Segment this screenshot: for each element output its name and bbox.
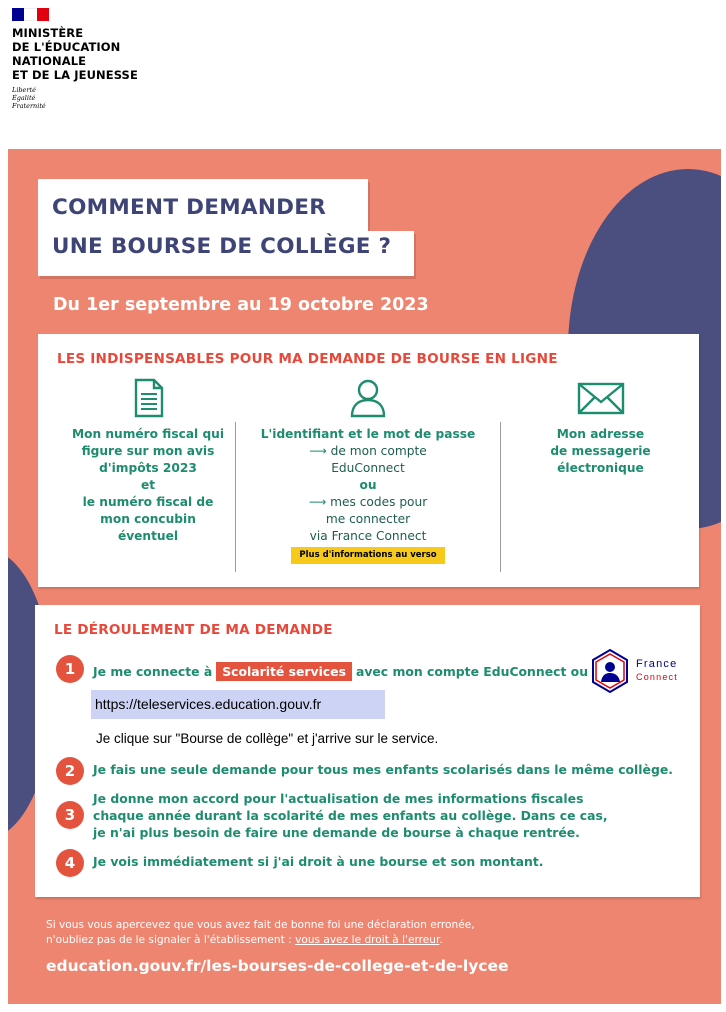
- credentials-column: [253, 378, 483, 564]
- scolarite-services-tag: Scolarité services: [216, 662, 352, 681]
- france-connect-word1: France: [636, 658, 678, 670]
- col1-line: d'impôts 2023: [99, 461, 197, 475]
- credentials-line: EduConnect: [331, 461, 405, 475]
- col1-line: éventuel: [117, 529, 179, 543]
- step-1-text: Je me connecte à Scolarité services avec mon compte EduConnect ou: [93, 664, 589, 679]
- email-column: [518, 378, 683, 477]
- envelope-icon: [576, 378, 626, 418]
- col1-line: mon concubin: [100, 512, 196, 526]
- title-line-2: UNE BOURSE DE COLLÈGE ?: [52, 234, 392, 259]
- republic-motto: Liberté Égalité Fraternité: [12, 86, 46, 110]
- col1-line: et: [140, 478, 156, 492]
- process-card: [35, 605, 700, 897]
- column-divider: [500, 422, 501, 572]
- arrow-right-icon: ⟶: [309, 444, 331, 458]
- arrow-item: ⟶ de mon compte: [309, 444, 427, 458]
- campaign-dates: Du 1er septembre au 19 octobre 2023: [53, 295, 429, 315]
- step-4-text: Je vois immédiatement si j'ai droit à une bourse et son montant.: [93, 854, 544, 869]
- footnote-line: Si vous vous apercevez que vous avez fait de bonne foi une déclaration erronée,: [46, 919, 475, 931]
- step-1-instruction: Je clique sur "Bourse de collège" et j'arrive sur le service.: [96, 731, 439, 746]
- essentials-heading: LES INDISPENSABLES POUR MA DEMANDE DE BOURSE EN LIGNE: [57, 351, 558, 367]
- user-icon: [348, 378, 388, 418]
- col1-line: le numéro fiscal de: [82, 495, 214, 509]
- teleservices-url[interactable]: https://teleservices.education.gouv.fr: [91, 690, 385, 719]
- or-label: ou: [359, 478, 377, 492]
- more-info-badge: Plus d'informations au verso: [291, 547, 444, 564]
- right-to-error-link[interactable]: vous avez le droit à l'erreur: [295, 934, 440, 946]
- footnote: [46, 918, 475, 948]
- col3-line: de messagerie: [550, 444, 651, 458]
- footnote-line: n'oubliez pas de le signaler à l'établissement : vous avez le droit à l'erreur.: [46, 934, 443, 946]
- process-heading: LE DÉROULEMENT DE MA DEMANDE: [54, 622, 333, 638]
- step-number: 3: [56, 801, 84, 829]
- france-connect-word2: Connect: [636, 672, 678, 682]
- col1-line: figure sur mon avis: [81, 444, 215, 458]
- essentials-card: [38, 334, 699, 587]
- arrow-right-icon: ⟶: [308, 495, 331, 509]
- arrow-item: ⟶ mes codes pour: [308, 495, 428, 509]
- document-icon: [130, 378, 166, 418]
- step-number: 2: [56, 757, 84, 785]
- column-divider: [235, 422, 236, 572]
- france-connect-logo[interactable]: [590, 648, 710, 698]
- credentials-line: via France Connect: [309, 529, 427, 543]
- ministry-name: MINISTÈRE DE L'ÉDUCATION NATIONALE ET DE LA JEUNESSE: [12, 26, 138, 82]
- france-connect-icon: [590, 648, 630, 694]
- credentials-title: L'identifiant et le mot de passe: [260, 427, 476, 441]
- col3-line: électronique: [557, 461, 644, 475]
- credentials-line: me connecter: [325, 512, 411, 526]
- ministry-header: [0, 0, 726, 148]
- col3-line: Mon adresse: [556, 427, 645, 441]
- footer-url[interactable]: education.gouv.fr/les-bourses-de-college-et-de-lycee: [46, 957, 509, 975]
- col1-line: Mon numéro fiscal qui: [71, 427, 225, 441]
- title-line-1: COMMENT DEMANDER: [52, 195, 327, 220]
- title-box-bottom: [38, 231, 414, 276]
- step-3-text: Je donne mon accord pour l'actualisation de mes informations fiscales chaque année durant la scolarité de mes enfants au collège. Dans ce cas, je n'ai plus besoin de faire une demande de bourse à chaque rentrée.: [93, 791, 608, 840]
- french-flag-icon: [12, 8, 49, 21]
- fiscal-number-column: [48, 378, 248, 545]
- poster: [8, 149, 721, 1004]
- step-2-text: Je fais une seule demande pour tous mes enfants scolarisés dans le même collège.: [93, 762, 673, 777]
- step-number: 4: [56, 849, 84, 877]
- step-number: 1: [56, 655, 84, 683]
